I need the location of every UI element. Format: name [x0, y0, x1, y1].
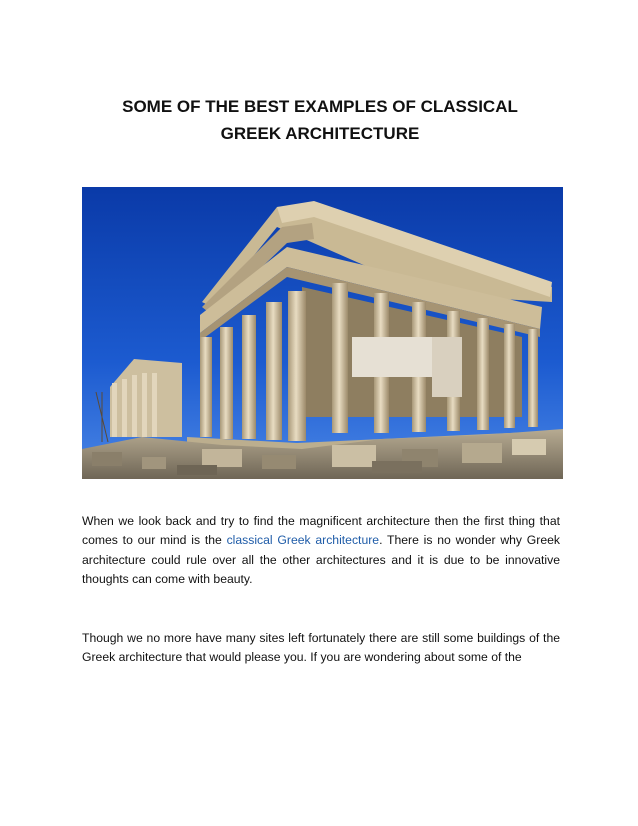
classical-greek-architecture-link[interactable]: classical Greek architecture	[226, 533, 380, 548]
intro-text-end: . There is no wonder why Greek architecture could rule over all the other architectures and it is due to be innovative thoughts can come with beauty.	[82, 533, 560, 586]
title-line-1: SOME OF THE BEST EXAMPLES OF CLASSICAL	[122, 97, 518, 116]
intro-paragraph	[82, 512, 560, 589]
title-line-2: GREEK ARCHITECTURE	[220, 124, 420, 143]
second-paragraph: Though we no more have many sites left fortunately there are still some buildings of the Greek architecture that would please you. If you are wondering about some of the	[82, 631, 560, 665]
page-title	[80, 93, 560, 147]
parthenon-photo	[82, 187, 563, 479]
intro-text-start: When we look back and try to find the magnificent architecture then the first thing that comes to our mind is the	[82, 514, 560, 548]
